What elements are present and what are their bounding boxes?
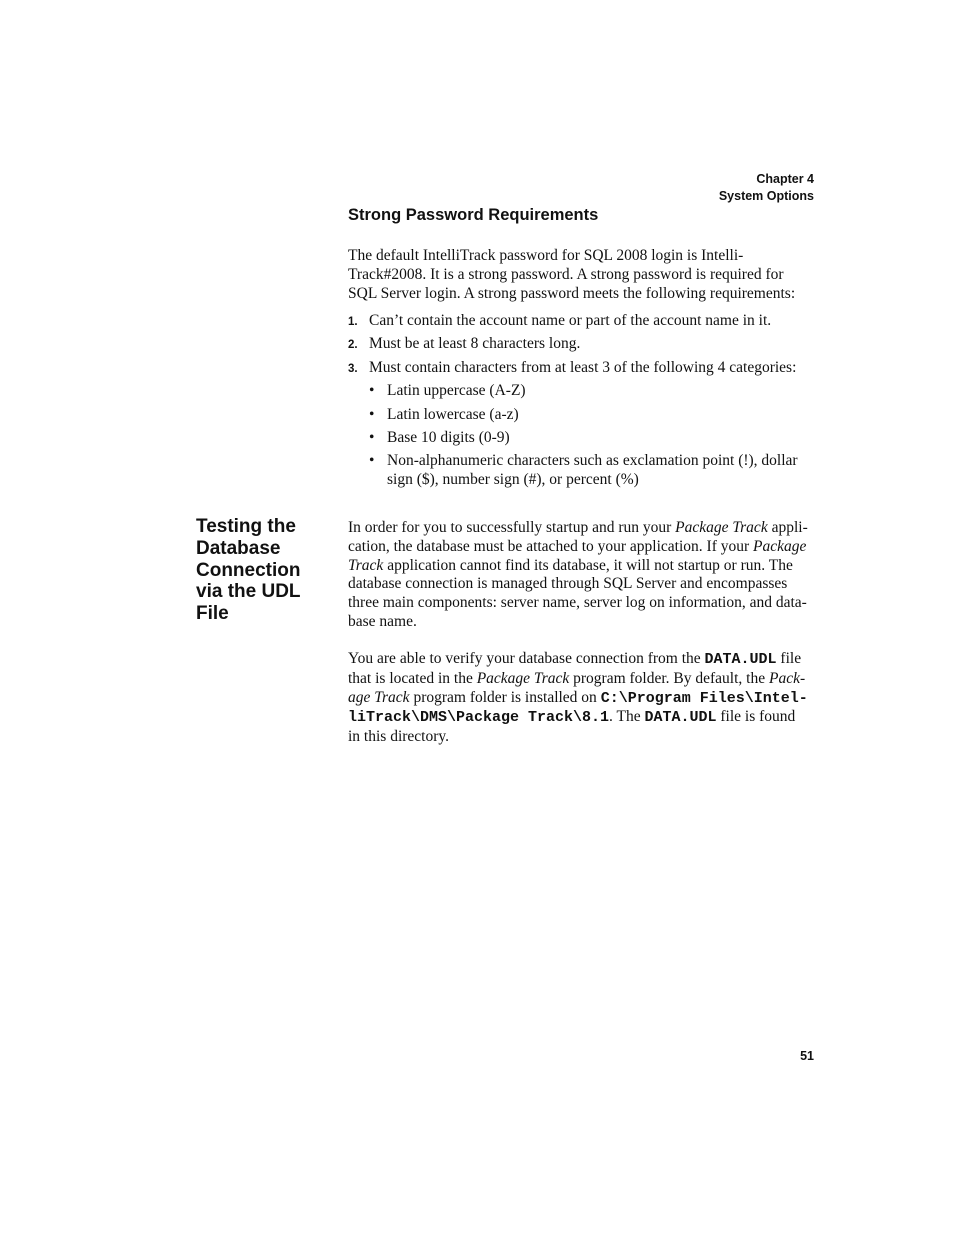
bullet-item — [369, 429, 818, 448]
bullet-marker: • — [369, 405, 375, 423]
text-line — [348, 538, 818, 557]
bullet-text: Non-alphanumeric characters such as exclamation point (!), dollar — [387, 452, 798, 470]
list-number: 3. — [348, 362, 358, 375]
file-name: DATA.UDL — [704, 651, 777, 668]
text-line — [348, 650, 818, 670]
product-name: Package Track — [675, 519, 768, 536]
intro-paragraph — [348, 247, 818, 303]
udl-paragraph — [348, 650, 818, 747]
text-run: You are able to verify your database connection from the — [348, 650, 705, 667]
list-item — [348, 335, 818, 354]
text-run: . The — [609, 708, 645, 726]
categories-list — [369, 382, 818, 490]
bullet-marker: • — [369, 382, 375, 400]
running-header — [719, 171, 814, 204]
text-line — [348, 708, 818, 728]
text-line: base name. — [348, 612, 417, 630]
text-run: application cannot find its database, it will not startup or run. The — [383, 556, 793, 574]
list-number: 1. — [348, 316, 358, 328]
text-run: file is found — [716, 708, 796, 726]
bullet-marker: • — [369, 452, 375, 470]
list-item-text: Must contain characters from at least 3 of the following 4 categories: — [369, 358, 797, 376]
chapter-label: Chapter 4 — [756, 172, 814, 186]
text-run: In order for you to successfully startup and run your — [348, 519, 676, 536]
list-number: 2. — [348, 339, 358, 352]
side-heading-line: Testing the — [196, 516, 296, 537]
chapter-section-label: System Options — [718, 188, 814, 203]
side-heading-line: via the UDL — [196, 581, 301, 603]
text-line: three main components: server name, server log on information, and data- — [348, 594, 807, 612]
text-line — [348, 670, 818, 689]
list-item — [348, 359, 818, 378]
bullet-text: Latin uppercase (A-Z) — [387, 382, 526, 400]
file-name: DATA.UDL — [644, 709, 717, 727]
folder-path: liTrack\DMS\Package Track\8.1 — [348, 709, 610, 727]
text-line: in this directory. — [348, 728, 450, 746]
text-line: The default IntelliTrack password for SQL 2008 login is Intelli- — [348, 247, 744, 264]
folder-path: C:\Program Files\Intel- — [600, 689, 808, 707]
text-line — [348, 519, 818, 538]
bullet-item — [369, 382, 818, 401]
connection-paragraph — [348, 519, 818, 632]
text-line: Track#2008. It is a strong password. A strong password is required for — [348, 265, 784, 283]
bullet-text-continued: sign ($), number sign (#), or percent (%) — [387, 471, 639, 489]
product-name: age Track — [348, 688, 410, 706]
text-run: that is located in the — [348, 669, 477, 687]
text-run: cation, the database must be attached to your application. If your — [348, 537, 754, 555]
text-run: appli- — [767, 519, 808, 536]
text-run: file — [776, 650, 802, 667]
text-run: program folder is installed on — [409, 688, 601, 706]
bullet-item — [369, 406, 818, 425]
text-line — [348, 689, 818, 709]
side-heading-line: File — [196, 603, 229, 625]
bullet-text: Base 10 digits (0-9) — [387, 428, 510, 446]
product-name: Package Track — [476, 669, 570, 687]
bullet-marker: • — [369, 428, 375, 446]
text-run: program folder. By default, the — [569, 669, 769, 687]
text-line — [348, 557, 818, 576]
side-heading-line: Database — [196, 537, 281, 559]
list-item-text: Can’t contain the account name or part of the account name in it. — [369, 312, 772, 329]
text-line: database connection is managed through SQL Server and encompasses — [348, 575, 788, 593]
product-name: Track — [348, 556, 384, 574]
bullet-item — [369, 452, 818, 490]
bullet-text: Latin lowercase (a-z) — [387, 405, 519, 423]
side-heading — [196, 516, 326, 625]
page-number: 51 — [800, 1049, 814, 1063]
text-line: SQL Server login. A strong password meets the following requirements: — [348, 284, 796, 302]
product-name: Pack- — [768, 669, 806, 687]
requirements-list — [348, 312, 818, 495]
list-item-text: Must be at least 8 characters long. — [369, 335, 581, 353]
list-item — [348, 312, 818, 331]
product-name: Package — [753, 537, 807, 555]
section-title: Strong Password Requirements — [348, 206, 599, 224]
side-heading-line: Connection — [196, 559, 301, 581]
